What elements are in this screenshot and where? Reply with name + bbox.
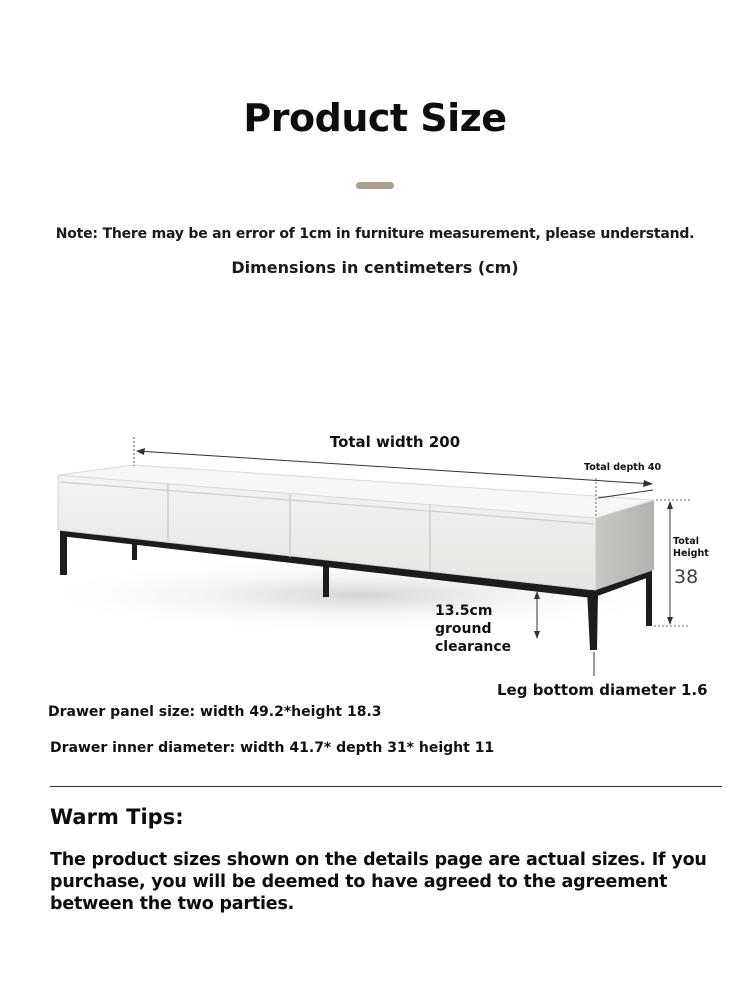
leg-diameter-label: Leg bottom diameter 1.6 bbox=[497, 681, 708, 699]
height-arrow-bottom bbox=[667, 617, 673, 625]
depth-dimension-line bbox=[598, 490, 653, 498]
page-title: Product Size bbox=[243, 96, 507, 140]
cabinet-leg-front-right bbox=[587, 590, 598, 650]
ground-clearance-line-2: ground bbox=[435, 621, 492, 637]
width-arrow-right bbox=[643, 480, 653, 487]
section-divider bbox=[50, 786, 722, 787]
total-depth-label: Total depth 40 bbox=[584, 462, 662, 473]
drawer-inner-diameter: Drawer inner diameter: width 41.7* depth 31* height 11 bbox=[50, 740, 495, 756]
warm-tips-body: The product sizes shown on the details page are actual sizes. If you purchase, you will be deemed to have agreed to the agreement between the two parties. bbox=[50, 850, 707, 914]
units-caption: Dimensions in centimeters (cm) bbox=[231, 258, 519, 277]
warm-tips-title: Warm Tips: bbox=[50, 805, 184, 829]
total-width-label: Total width 200 bbox=[329, 433, 461, 451]
clearance-arrow-bottom bbox=[534, 631, 540, 639]
cabinet-leg-front-middle bbox=[323, 561, 329, 597]
total-height-value: 38 bbox=[674, 566, 699, 588]
total-height-label-2: Height bbox=[673, 548, 709, 559]
measurement-note: Note: There may be an error of 1cm in furniture measurement, please understand. bbox=[55, 226, 695, 242]
width-arrow-left bbox=[136, 448, 145, 455]
drawer-panel-size: Drawer panel size: width 49.2*height 18.3 bbox=[48, 704, 382, 720]
ground-clearance-line-1: 13.5cm bbox=[435, 603, 493, 619]
height-arrow-top bbox=[667, 501, 673, 509]
tv-cabinet-dimension-diagram bbox=[0, 420, 750, 700]
total-height-label-1: Total bbox=[673, 536, 699, 547]
cabinet-leg-front-left bbox=[60, 533, 67, 575]
title-accent-bar bbox=[356, 182, 394, 189]
ground-clearance-line-3: clearance bbox=[435, 639, 512, 655]
